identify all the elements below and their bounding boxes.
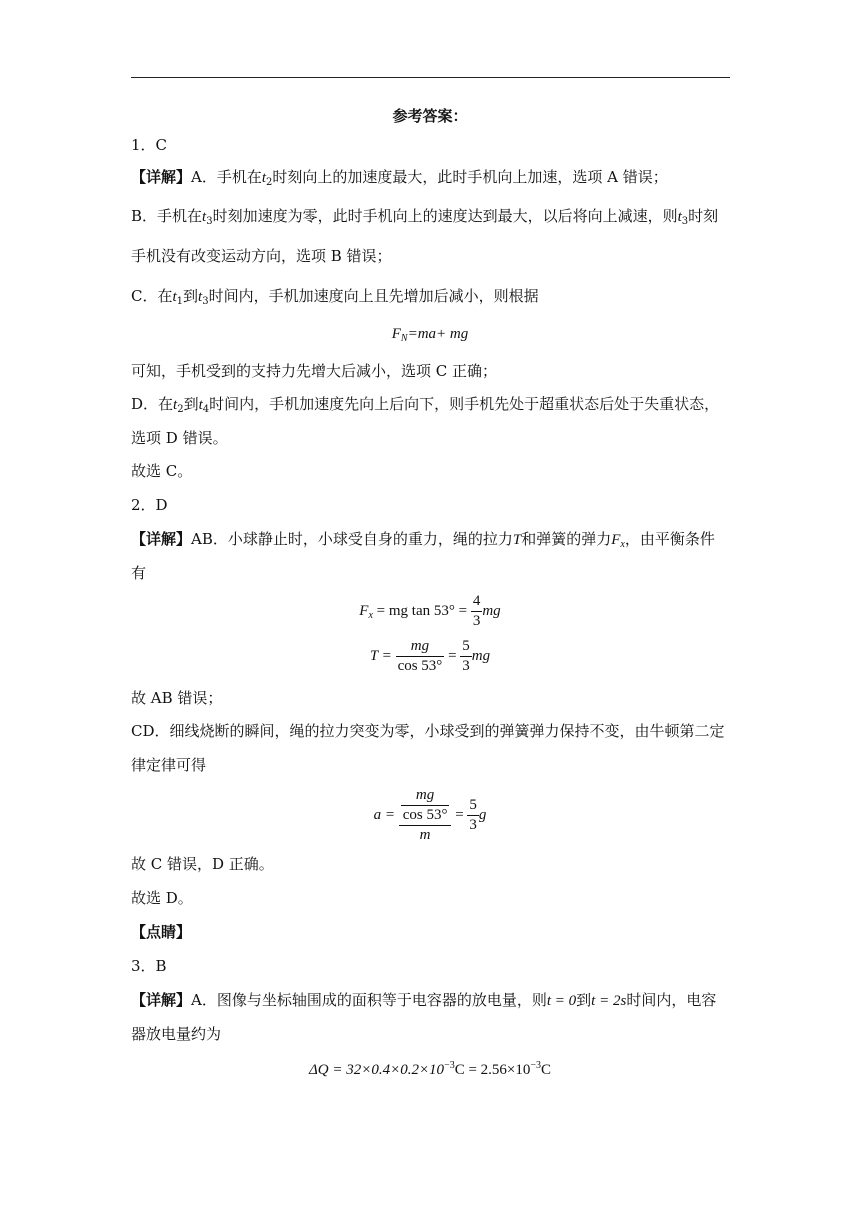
q1-option-a: 【详解】A．手机在$t_2$时刻向上的加速度最大，此时手机向上加速，选项 A 错误； [131, 168, 668, 188]
q1-answer: 1．C [131, 136, 168, 154]
q3-answer: 3．B [131, 957, 167, 975]
q2-option-ab-cont: 有 [131, 564, 147, 582]
q2-equation-2: T = $\frac{mg}{\cos 53^\circ}$ = $\frac{5}{3}$ mg [369, 638, 491, 674]
q1-option-b-cont: 手机没有改变运动方向，选项 B 错误； [131, 247, 392, 265]
page-title: 参考答案： [392, 107, 468, 125]
q2-ab-result: 故 AB 错误； [131, 689, 223, 707]
q2-option-ab: 【详解】AB．小球静止时，小球受自身的重力，绳的拉力T和弹簧的弹力$F_x$，由平衡条件 [131, 530, 715, 550]
q3-option-a: 【详解】A．图像与坐标轴围成的面积等于电容器的放电量，则t = 0到t = 2s时间内，电容 [131, 991, 717, 1009]
q3-equation: $\Delta Q = 32\times 0.4\times 0.2\times 10^{-3}C = 2.56\times 10^{-3}C$ [308, 1060, 552, 1078]
header-rule [131, 77, 730, 78]
q1-option-d-cont: 选项 D 错误。 [131, 429, 228, 447]
q1-equation: $F_N=ma+$ mg [391, 326, 469, 344]
comment-tag: 【点睛】 [131, 923, 192, 941]
q2-cd-result: 故 C 错误，D 正确。 [131, 855, 274, 873]
q1-option-b: B．手机在$t_3$时刻加速度为零，此时手机向上的速度达到最大，以后将向上减速，则$t_3$时刻 [131, 207, 719, 227]
q3-option-a-cont: 器放电量约为 [131, 1025, 222, 1043]
q2-equation-3: a = $\frac{\frac{mg}{\cos 53^\circ}}{m}$ = $\frac{5}{3}$ g [373, 787, 487, 843]
q2-option-cd-cont: 律定律可得 [131, 756, 207, 774]
detail-tag: 【详解】 [131, 991, 192, 1009]
q2-equation-1: $F_x$ = mg tan 53° = $\frac{4}{3}$ mg [359, 593, 501, 629]
detail-tag: 【详解】 [131, 168, 192, 186]
q1-option-c-cont: 可知，手机受到的支持力先增大后减小，选项 C 正确； [131, 362, 498, 380]
q1-choose: 故选 C。 [131, 462, 193, 480]
q2-answer: 2．D [131, 496, 168, 514]
q1-option-c: C．在$t_1$到$t_3$时间内，手机加速度向上且先增加后减小，则根据 [131, 287, 539, 307]
detail-tag: 【详解】 [131, 530, 192, 548]
q2-choose: 故选 D。 [131, 889, 193, 907]
q2-option-cd: CD．细线烧断的瞬间，绳的拉力突变为零，小球受到的弹簧弹力保持不变，由牛顿第二定 [131, 722, 725, 740]
q1-option-d: D．在$t_2$到$t_4$时间内，手机加速度先向上后向下，则手机先处于超重状态后处于失重状态， [131, 395, 720, 415]
